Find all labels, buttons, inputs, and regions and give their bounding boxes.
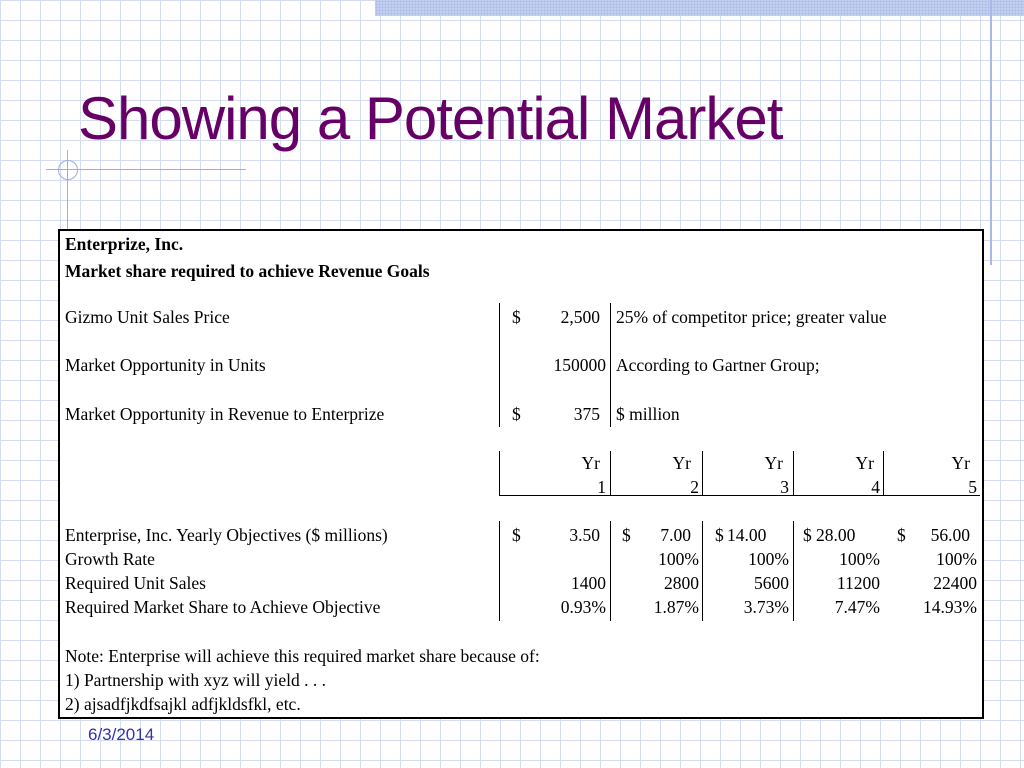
note-item-2: 2) ajsadfjkdfsajkl adfjkldsfkl, etc. [65, 694, 301, 714]
year-2-label: Yr [672, 453, 691, 473]
price-currency: $ [512, 307, 521, 327]
objective-y2-currency: $ [622, 525, 631, 545]
divider-right-upper [610, 303, 611, 427]
growth-y2: 100% [658, 549, 699, 569]
objectives-label: Enterprise, Inc. Yearly Objectives ($ millions) [65, 525, 388, 545]
revenue-currency: $ [512, 404, 521, 424]
slide-date: 6/3/2014 [88, 725, 155, 744]
units-label: Market Opportunity in Units [65, 355, 266, 375]
market-share-y4: 7.47% [834, 597, 880, 617]
data-divider-3 [793, 521, 794, 621]
units-note: According to Gartner Group; [616, 355, 820, 375]
objective-y5-currency: $ [897, 525, 906, 545]
units-value: 150000 [553, 355, 606, 375]
market-share-y5: 14.93% [923, 597, 977, 617]
data-divider-2 [702, 521, 703, 621]
divider-left-upper [499, 303, 500, 427]
year-divider-0 [499, 451, 500, 495]
year-1-label: Yr [581, 453, 600, 473]
table-subheading: Market share required to achieve Revenue Goals [65, 261, 430, 281]
year-4-number: 4 [871, 477, 880, 497]
objective-y3-value: 14.00 [727, 525, 767, 545]
unit-sales-y1: 1400 [571, 573, 606, 593]
market-share-y3: 3.73% [743, 597, 789, 617]
objective-y1-value: 3.50 [569, 525, 600, 545]
note-item-1: 1) Partnership with xyz will yield . . . [65, 670, 327, 690]
objective-y2-value: 7.00 [660, 525, 691, 545]
decorative-ring [58, 160, 78, 180]
price-label: Gizmo Unit Sales Price [65, 307, 230, 327]
year-divider-1 [610, 451, 611, 495]
price-note: 25% of competitor price; greater value [616, 307, 887, 327]
unit-sales-label: Required Unit Sales [65, 573, 206, 593]
objective-y1-currency: $ [512, 525, 521, 545]
year-1-number: 1 [597, 477, 606, 497]
price-value: 2,500 [560, 307, 600, 327]
header-pattern-band [375, 0, 1024, 16]
year-3-label: Yr [764, 453, 783, 473]
year-3-number: 3 [780, 477, 789, 497]
market-share-y2: 1.87% [653, 597, 699, 617]
objective-y5-value: 56.00 [930, 525, 970, 545]
year-5-number: 5 [968, 477, 977, 497]
year-divider-2 [702, 451, 703, 495]
revenue-note: $ million [616, 404, 680, 424]
decorative-vertical-line [990, 0, 992, 265]
growth-y4: 100% [839, 549, 880, 569]
objective-y4-currency: $ [803, 525, 812, 545]
note-intro: Note: Enterprise will achieve this required market share because of: [65, 646, 540, 666]
data-divider-0 [499, 521, 500, 621]
growth-label: Growth Rate [65, 549, 155, 569]
unit-sales-y5: 22400 [933, 573, 977, 593]
market-share-table [58, 229, 984, 719]
growth-y3: 100% [748, 549, 789, 569]
table-heading: Enterprize, Inc. [65, 234, 184, 254]
revenue-value: 375 [573, 404, 600, 424]
revenue-label: Market Opportunity in Revenue to Enterprize [65, 404, 385, 424]
year-5-label: Yr [951, 453, 970, 473]
year-divider-4 [883, 451, 884, 495]
year-2-number: 2 [690, 477, 699, 497]
objective-y4-value: 28.00 [816, 525, 856, 545]
unit-sales-y2: 2800 [664, 573, 699, 593]
growth-y5: 100% [936, 549, 977, 569]
data-divider-1 [610, 521, 611, 621]
market-share-y1: 0.93% [560, 597, 606, 617]
unit-sales-y3: 5600 [754, 573, 789, 593]
objective-y3-currency: $ [715, 525, 724, 545]
market-share-label: Required Market Share to Achieve Objective [65, 597, 381, 617]
year-divider-3 [793, 451, 794, 495]
unit-sales-y4: 11200 [836, 573, 880, 593]
slide-title: Showing a Potential Market [78, 85, 783, 152]
year-4-label: Yr [855, 453, 874, 473]
